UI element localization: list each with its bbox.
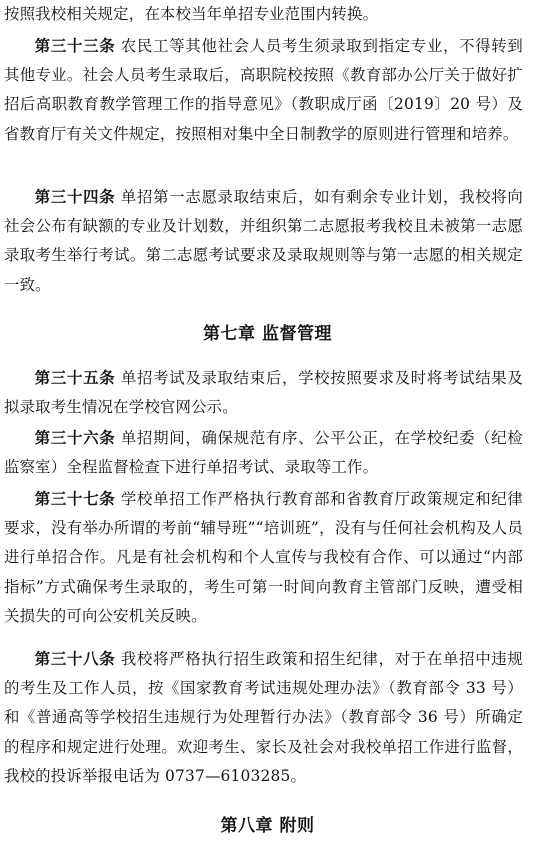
article-label: 第三十三条 [34,37,116,55]
paragraph-continuation [4,0,523,29]
article-label: 第三十七条 [34,490,116,508]
article-36 [4,424,523,482]
article-34 [4,183,523,300]
article-text: 我校将严格执行招生政策和招生纪律，对于在单招中违规的考生及工作人员，按《国家教育考试违规处理办法》（教育部令 33 号）和《普通高等学校招生违规行为处理暂行办法》（教育部令 36 号）所确定的程序和规定进行处理。欢迎考生、家长及社会对我校单招工作进行监督，我校的投诉举报电话为 0737—6103285。 [4,650,523,785]
article-text: 农民工等其他社会人员考生须录取到指定专业，不得转到其他专业。社会人员考生录取后，高职院校按照《教育部办公厅关于做好扩招后高职教育教学管理工作的指导意见》（教职成厅函〔2019〕20 号）及省教育厅有关文件规定，按照相对集中全日制教学的原则进行管理和培养。 [4,37,523,143]
paragraph-text: 按照我校相关规定，在本校当年单招专业范围内转换。 [4,5,379,23]
article-33 [4,32,523,149]
chapter-heading-supplementary: 第八章 附则 [220,816,315,836]
article-text: 单招第一志愿录取结束后，如有剩余专业计划，我校将向社会公布有缺额的专业及计划数，并组织第二志愿报考我校且未被第一志愿录取考生举行考试。第二志愿考试要求及录取规则等与第一志愿的相关规定一致。 [4,188,523,294]
article-38 [4,645,523,791]
article-label: 第三十四条 [34,188,116,206]
chapter-heading-supervision: 第七章 监督管理 [203,324,332,344]
article-35 [4,364,523,422]
article-text: 学校单招工作严格执行教育部和省教育厅政策规定和纪律要求，没有举办所谓的考前“辅导班”“培训班”，没有与任何社会机构及人员进行单招合作。凡是有社会机构和个人宣传与我校有合作、可以通过“内部指标”方式确保考生录取的，考生可第一时间向教育主管部门反映，遭受相关损失的可向公安机关反映。 [4,490,523,625]
article-37 [4,485,523,631]
article-label: 第三十六条 [34,429,116,447]
article-label: 第三十八条 [34,650,116,668]
article-label: 第三十五条 [34,369,116,387]
article-text: 单招期间，确保规范有序、公平公正，在学校纪委（纪检监察室）全程监督检查下进行单招考试、录取等工作。 [4,429,523,477]
article-text: 单招考试及录取结束后，学校按照要求及时将考试结果及拟录取考生情况在学校官网公示。 [4,369,523,417]
